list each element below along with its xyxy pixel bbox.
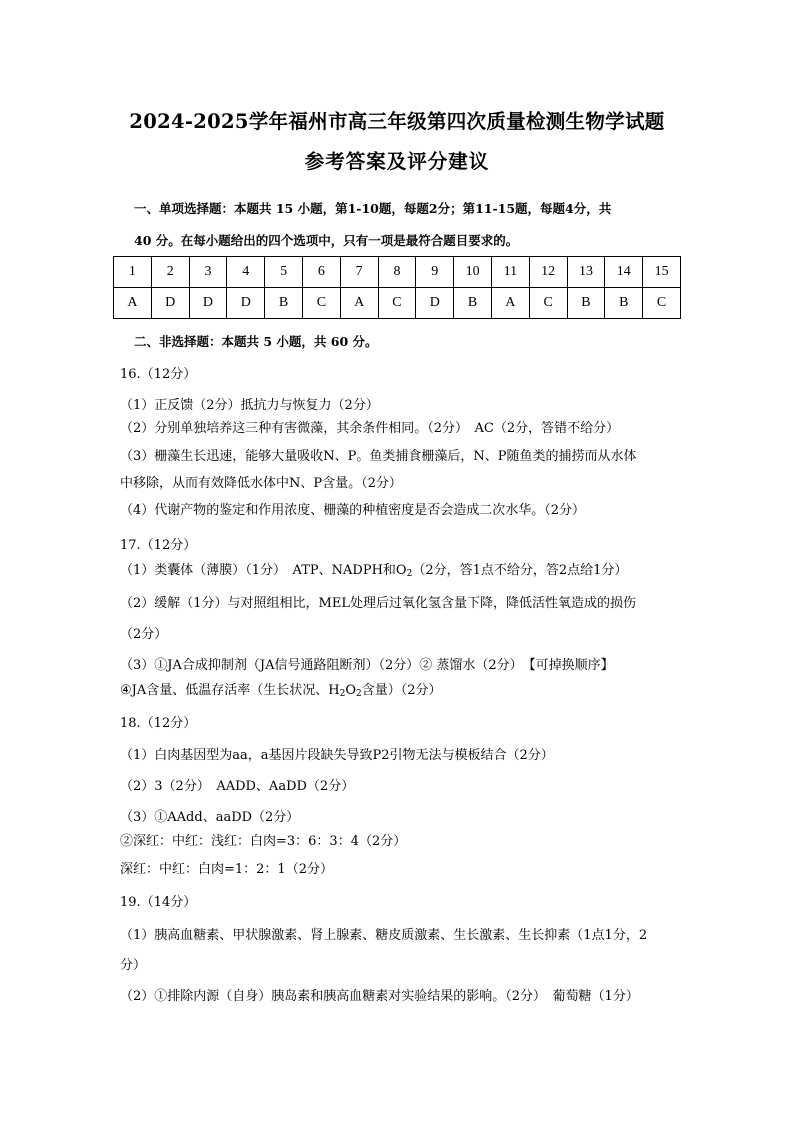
answer-letter: C xyxy=(302,288,340,319)
q16-header: 16.（12分） xyxy=(120,367,197,382)
answer-letter: D xyxy=(416,288,454,319)
answer-letter: C xyxy=(529,288,567,319)
question-number: 11 xyxy=(491,257,529,288)
q16-line: （1）正反馈（2分）抵抗力与恢复力（2分） xyxy=(120,398,379,413)
q18-line: 深红：中红：白肉=1：2：1（2分） xyxy=(120,862,333,877)
answer-table-number-row xyxy=(114,257,681,288)
section1-instruction-line1: 一、单项选择题：本题共 15 小题，第1-10题，每题2分；第11-15题，每题4分，共 xyxy=(134,201,612,216)
q17-line xyxy=(120,562,627,583)
question-number: 4 xyxy=(227,257,265,288)
q17-text: 含量）（2分） xyxy=(361,683,442,698)
answer-table xyxy=(113,256,681,319)
q19-header: 19.（14分） xyxy=(120,895,197,910)
q16-line: （2）分别单独培养这三种有害微藻，其余条件相同。（2分） AC（2分，答错不给分） xyxy=(120,421,620,436)
question-number: 5 xyxy=(265,257,303,288)
answer-letter: B xyxy=(265,288,303,319)
q17-line xyxy=(120,682,442,703)
q18-header: 18.（12分） xyxy=(120,716,197,731)
subscript: 2 xyxy=(406,569,413,579)
q18-line: ②深红：中红：浅红：白肉=3：6：3：4（2分） xyxy=(120,834,407,849)
question-number: 12 xyxy=(529,257,567,288)
q17-text: ④JA含量、低温存活率（生长状况、H xyxy=(120,683,340,698)
answer-letter: A xyxy=(114,288,152,319)
q17-text: （1）类囊体（薄膜）（1分） ATP、NADPH和O xyxy=(120,563,407,578)
q18-line: （3）①AAdd、aaDD（2分） xyxy=(120,810,300,825)
question-number: 3 xyxy=(189,257,227,288)
answer-letter: B xyxy=(605,288,643,319)
q17-header: 17.（12分） xyxy=(120,538,197,553)
answer-letter: C xyxy=(378,288,416,319)
q19-line: 分） xyxy=(120,958,147,973)
question-number: 2 xyxy=(151,257,189,288)
answer-letter: B xyxy=(567,288,605,319)
q19-line: （2）①排除内源（自身）胰岛素和胰高血糖素对实验结果的影响。（2分） 葡萄糖（1分） xyxy=(120,989,639,1004)
question-number: 15 xyxy=(643,257,681,288)
subscript: 2 xyxy=(339,689,346,699)
question-number: 7 xyxy=(340,257,378,288)
section2-heading: 二、非选择题：本题共 5 小题，共 60 分。 xyxy=(134,334,378,349)
answer-letter: D xyxy=(189,288,227,319)
q19-line: （1）胰高血糖素、甲状腺激素、肾上腺素、糖皮质激素、生长激素、生长抑素（1点1分，2 xyxy=(120,928,648,943)
q18-line: （1）白肉基因型为aa，a基因片段缺失导致P2引物无法与模板结合（2分） xyxy=(120,748,554,763)
answer-table-answer-row xyxy=(114,288,681,319)
answer-letter: D xyxy=(227,288,265,319)
question-number: 9 xyxy=(416,257,454,288)
q16-line: （4）代谢产物的鉴定和作用浓度、栅藻的种植密度是否会造成二次水华。（2分） xyxy=(120,503,586,518)
subscript: 2 xyxy=(356,689,362,699)
q16-line: （3）栅藻生长迅速，能够大量吸收N、P。鱼类捕食栅藻后，N、P随鱼类的捕捞而从水体 xyxy=(120,449,637,464)
q17-text: （2分，答1点不给分，答2点给1分） xyxy=(412,563,628,578)
page-title: 2024-2025学年福州市高三年级第四次质量检测生物学试题 xyxy=(129,110,665,133)
question-number: 10 xyxy=(454,257,492,288)
q17-line: （2分） xyxy=(120,627,168,642)
q17-line: （3）①JA合成抑制剂（JA信号通路阻断剂）（2分）② 蒸馏水（2分） 【可掉换顺序】 xyxy=(120,658,614,673)
answer-letter: B xyxy=(454,288,492,319)
q17-line: （2）缓解（1分）与对照组相比，MEL处理后过氧化氢含量下降，降低活性氧造成的损伤 xyxy=(120,596,636,611)
page-subtitle: 参考答案及评分建议 xyxy=(304,150,490,173)
answer-letter: A xyxy=(491,288,529,319)
question-number: 8 xyxy=(378,257,416,288)
answer-letter: A xyxy=(340,288,378,319)
answer-letter: C xyxy=(643,288,681,319)
q16-line: 中移除，从而有效降低水体中N、P含量。（2分） xyxy=(120,476,402,491)
q18-line: （2）3（2分） AADD、AaDD（2分） xyxy=(120,779,355,794)
question-number: 14 xyxy=(605,257,643,288)
question-number: 6 xyxy=(302,257,340,288)
section1-instruction-line2: 40 分。在每小题给出的四个选项中，只有一项是最符合题目要求的。 xyxy=(134,233,519,248)
question-number: 1 xyxy=(114,257,152,288)
answer-letter: D xyxy=(151,288,189,319)
question-number: 13 xyxy=(567,257,605,288)
q17-text: O xyxy=(345,683,356,698)
